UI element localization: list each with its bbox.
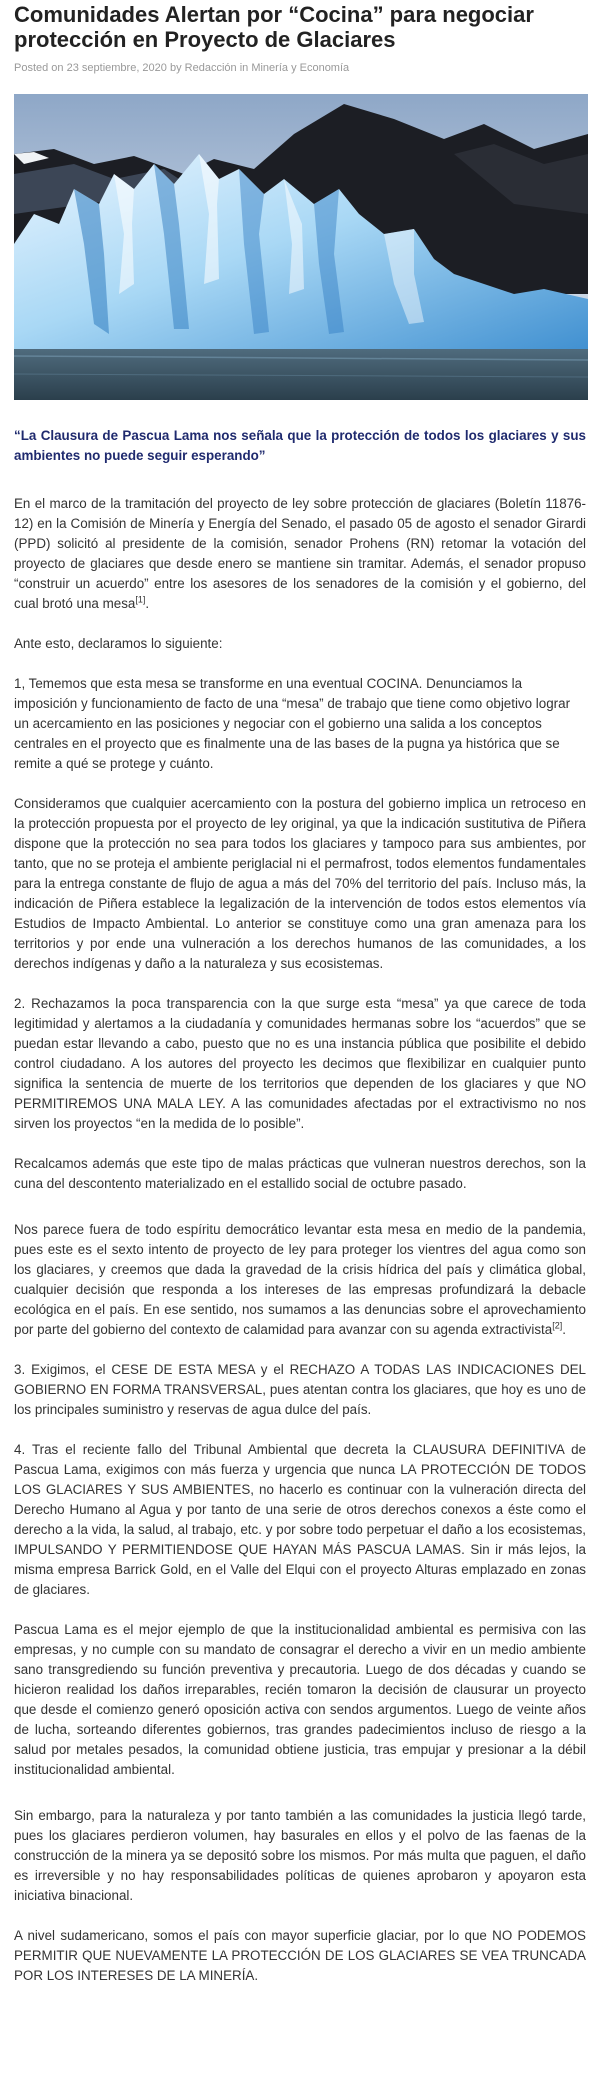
paragraph-1 <box>14 494 586 614</box>
paragraph-2: Ante esto, declaramos lo siguiente: <box>14 636 223 651</box>
footnote-link-1[interactable]: [1] <box>135 594 146 605</box>
glacier-image <box>14 94 588 400</box>
meta-in: in <box>239 62 249 74</box>
footnote-ref-1 <box>135 595 145 605</box>
footnote-ref-2 <box>552 1321 562 1331</box>
meta-date-link[interactable]: 23 septiembre, 2020 <box>66 62 167 74</box>
meta-author-link[interactable]: Redacción <box>184 62 237 74</box>
paragraph-10: Pascua Lama es el mejor ejemplo de que la institucionalidad ambiental es permisiva con las empresas, y no cumple con su mandato de consagrar el derecho a vivir en un medio ambiente sano transgrediendo su función preventiva y precautoria. Luego de dos décadas y cuando se hicieron realidad los daños irreparables, recién tomaron la decisión de clausurar un proyecto que desde el comienzo generó oposición activa con sendos argumentos. Luego de veinte años de lucha, sorteando diferentes gobiernos, tras grandes padecimientos incluso de riesgo a la salud por metales pesados, la comunidad obtiene justicia, tras empujar y presionar a la débil institucionalidad ambiental. <box>14 1622 586 1777</box>
paragraph-3: 1, Tememos que esta mesa se transforme en una eventual COCINA. Denunciamos la imposición y funcionamiento de facto de una “mesa” de trabajo que tiene como objetivo lograr un acercamiento en las posiciones y negociar con el gobierno una salida a los conceptos centrales en el proyecto que es finalmente una de las bases de la pugna ya histórica que se remite a qué se protege y cuánto. <box>14 676 571 771</box>
paragraph-7-text: Nos parece fuera de todo espíritu democrático levantar esta mesa en medio de la pandemia, pues este es el sexto intento de proyecto de ley para proteger los vientres del agua como son los glaciares, y creemos que dada la gravedad de la crisis hídrica del país y climática global, cualquier decisión que responda a los intereses de las empresas profundizará la debacle ecológica en el país. En ese sentido, nos sumamos a las denuncias sobre el aprovechamiento por parte del gobierno del contexto de calamidad para avanzar con su agenda extractivista <box>14 1222 586 1337</box>
paragraph-4: Consideramos que cualquier acercamiento con la postura del gobierno implica un retroceso en la protección propuesta por el proyecto de ley original, ya que la indicación sustitutiva de Piñera dispone que la protección no sea para todos los glaciares y tampoco para sus ambientes, por tanto, que no se proteja el ambiente periglacial ni el permafrost, todos elementos fundamentales para la entrega constante de flujo de agua a más del 70% del territorio del país. Incluso más, la indicación de Piñera establece la legalización de la intervención de todos estos elementos vía Estudios de Impacto Ambiental. Lo anterior se constituye como una gran amenaza para los territorios y por ende una vulneración a los derechos humanos de las comunidades, a los derechos indígenas y daño a la naturaleza y sus ecosistemas. <box>14 796 586 971</box>
paragraph-12: A nivel sudamericano, somos el país con mayor superficie glaciar, por lo que NO PODEMOS PERMITIR QUE NUEVAMENTE LA PROTECCIÓN DE LOS GLACIARES SE VEA TRUNCADA POR LOS INTERESES DE LA MINERÍA. <box>14 1928 586 1983</box>
post-meta <box>14 62 586 74</box>
paragraph-6: Recalcamos además que este tipo de malas prácticas que vulneran nuestros derechos, son la cuna del descontento materializado en el estallido social de octubre pasado. <box>14 1156 586 1191</box>
paragraph-7-end: . <box>562 1322 566 1337</box>
meta-category-link[interactable]: Minería y Economía <box>251 62 350 74</box>
paragraph-1-end: . <box>145 596 150 611</box>
paragraph-1-text: En el marco de la tramitación del proyecto de ley sobre protección de glaciares (Boletín 11876-12) en la Comisión de Minería y Energía del Senado, el pasado 05 de agosto el senador Girardi (PPD) solicitó al presidente de la comisión, senador Prohens (RN) retomar la votación del proyecto de glaciares que desde enero se mantiene sin tramitar. Además, el senador propuso “construir un acuerdo” entre los asesores de los senadores de la comisión y el gobierno, del cual brotó una mesa <box>14 496 586 611</box>
lead-quote: “La Clausura de Pascua Lama nos señala que la protección de todos los glaciares y sus ambientes no puede seguir esperando” <box>14 428 586 463</box>
paragraph-9: 4. Tras el reciente fallo del Tribunal Ambiental que decreta la CLAUSURA DEFINITIVA de Pascua Lama, exigimos con más fuerza y urgencia que nunca LA PROTECCIÓN DE TODOS LOS GLACIARES Y SUS AMBIENTES, no hacerlo es continuar con la vulneración directa del Derecho Humano al Agua y por tanto de una serie de otros derechos conexos a éste como el derecho a la vida, la salud, al trabajo, etc. y por sobre todo perpetuar el daño a los ecosistemas, IMPULSANDO Y PERMITIENDOSE QUE HAYAN MÁS PASCUA LAMAS. Sin ir más lejos, la misma empresa Barrick Gold, en el Valle del Elqui con el proyecto Alturas emplazado en zonas de glaciares. <box>14 1442 586 1597</box>
paragraph-8: 3. Exigimos, el CESE DE ESTA MESA y el RECHAZO A TODAS LAS INDICACIONES DEL GOBIERNO EN FORMA TRANSVERSAL, pues atentan contra los glaciares, que hoy es uno de los principales suministro y reservas de agua dulce del país. <box>14 1362 586 1417</box>
footnote-link-2[interactable]: [2] <box>552 1320 563 1331</box>
meta-prefix: Posted on <box>14 62 64 74</box>
article-title: Comunidades Alertan por “Cocina” para negociar protección en Proyecto de Glaciares <box>14 2 534 52</box>
paragraph-11: Sin embargo, para la naturaleza y por tanto también a las comunidades la justicia llegó tarde, pues los glaciares perdieron volumen, hay basurales en ellos y el polvo de las faenas de la construcción de la minera ya se depositó sobre los mismos. Por más multa que paguen, el daño es irreversible y no hay responsabilidades políticas de quienes aprobaron y apoyaron esta iniciativa binacional. <box>14 1808 586 1903</box>
article <box>0 2 600 1986</box>
paragraph-5: 2. Rechazamos la poca transparencia con la que surge esta “mesa” ya que carece de toda legitimidad y alertamos a la ciudadanía y comunidades hermanas sobre los “acuerdos” que se puedan estar llevando a cabo, puesto que no es una instancia pública que posibilite el debido control ciudadano. A los autores del proyecto les decimos que flexibilizar en cualquier punto significa la sentencia de muerte de los territorios que dependen de los glaciares y que NO PERMITIREMOS UNA MALA LEY. A las comunidades afectadas por el extractivismo no nos sirven los proyectos “en la medida de lo posible”. <box>14 996 586 1131</box>
meta-by: by <box>169 62 182 74</box>
paragraph-7 <box>14 1220 586 1340</box>
